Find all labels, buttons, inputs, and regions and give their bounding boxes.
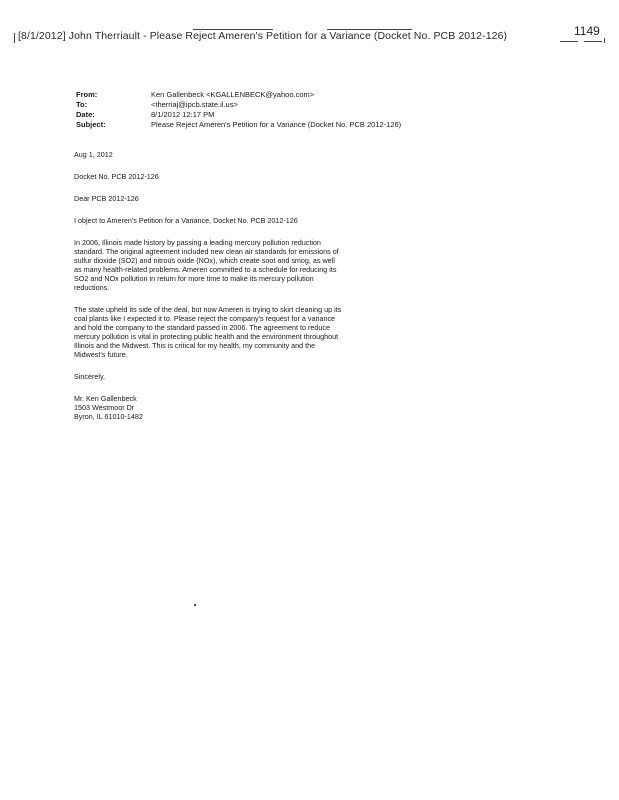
from-row bbox=[76, 90, 436, 100]
from-value: Ken Gallenbeck <KGALLENBECK@yahoo.com> bbox=[151, 90, 315, 99]
corner-tick bbox=[604, 38, 605, 43]
date-label: Date: bbox=[76, 110, 95, 119]
letter-date: Aug 1, 2012 bbox=[74, 150, 113, 159]
to-label: To: bbox=[76, 100, 88, 109]
subject-row bbox=[76, 120, 436, 130]
corner-mark-2 bbox=[584, 41, 602, 42]
date-row bbox=[76, 110, 436, 120]
to-value: <therriaj@ipcb.state.il.us> bbox=[151, 100, 238, 109]
left-margin-mark bbox=[14, 33, 15, 43]
paragraph-history: In 2006, Illinois made history by passing a leading mercury pollution reduction standard. The original agreement included new clean air standards for emissions of sulfur dioxide (SO2) and nitrous oxide (NOx), which create soot and smog, as well as many health-related problems. Ameren committed to a schedule for reducing its SO2 and NOx pollution in return for more time to make its mercury pollution reductions. bbox=[74, 238, 339, 292]
email-header-block bbox=[76, 90, 436, 130]
from-label: From: bbox=[76, 90, 98, 99]
closing: Sincerely, bbox=[74, 372, 106, 381]
objection-line: I object to Ameren's Petition for a Variance, Docket No. PCB 2012-126 bbox=[74, 216, 298, 225]
docket-line: Docket No. PCB 2012-126 bbox=[74, 172, 159, 181]
subject-label: Subject: bbox=[76, 120, 106, 129]
date-value: 8/1/2012 12:17 PM bbox=[151, 110, 215, 119]
subject-value: Please Reject Ameren's Petition for a Variance (Docket No. PCB 2012-126) bbox=[151, 120, 402, 129]
letter-body bbox=[74, 150, 374, 421]
to-row bbox=[76, 100, 436, 110]
signature-city: Byron, IL 61010-1482 bbox=[74, 412, 143, 421]
header-rule-right bbox=[327, 29, 412, 30]
scan-speck bbox=[194, 604, 196, 606]
paragraph-request: The state upheld its side of the deal, but now Ameren is trying to skirt cleaning up its coal plants like I expected it to. Please reject the company's request for a variance and hold the company to the standard passed in 2006. The agreement to reduce mercury pollution is vital in protecting public health and the environment throughout Illinois and the Midwest. This is critical for my health, my community and the Midwest's future. bbox=[74, 305, 342, 359]
signature-name: Mr. Ken Gallenbeck bbox=[74, 394, 137, 403]
page-header-title: [8/1/2012] John Therriault - Please Reject Ameren's Petition for a Variance (Docket No. PCB 2012-126) bbox=[18, 30, 508, 42]
page-number: 1149 bbox=[574, 24, 600, 38]
signature-address: 1503 Westmoor Dr bbox=[74, 403, 135, 412]
header-rule-left bbox=[193, 29, 273, 30]
salutation: Dear PCB 2012-126 bbox=[74, 194, 139, 203]
corner-mark-1 bbox=[560, 41, 578, 42]
